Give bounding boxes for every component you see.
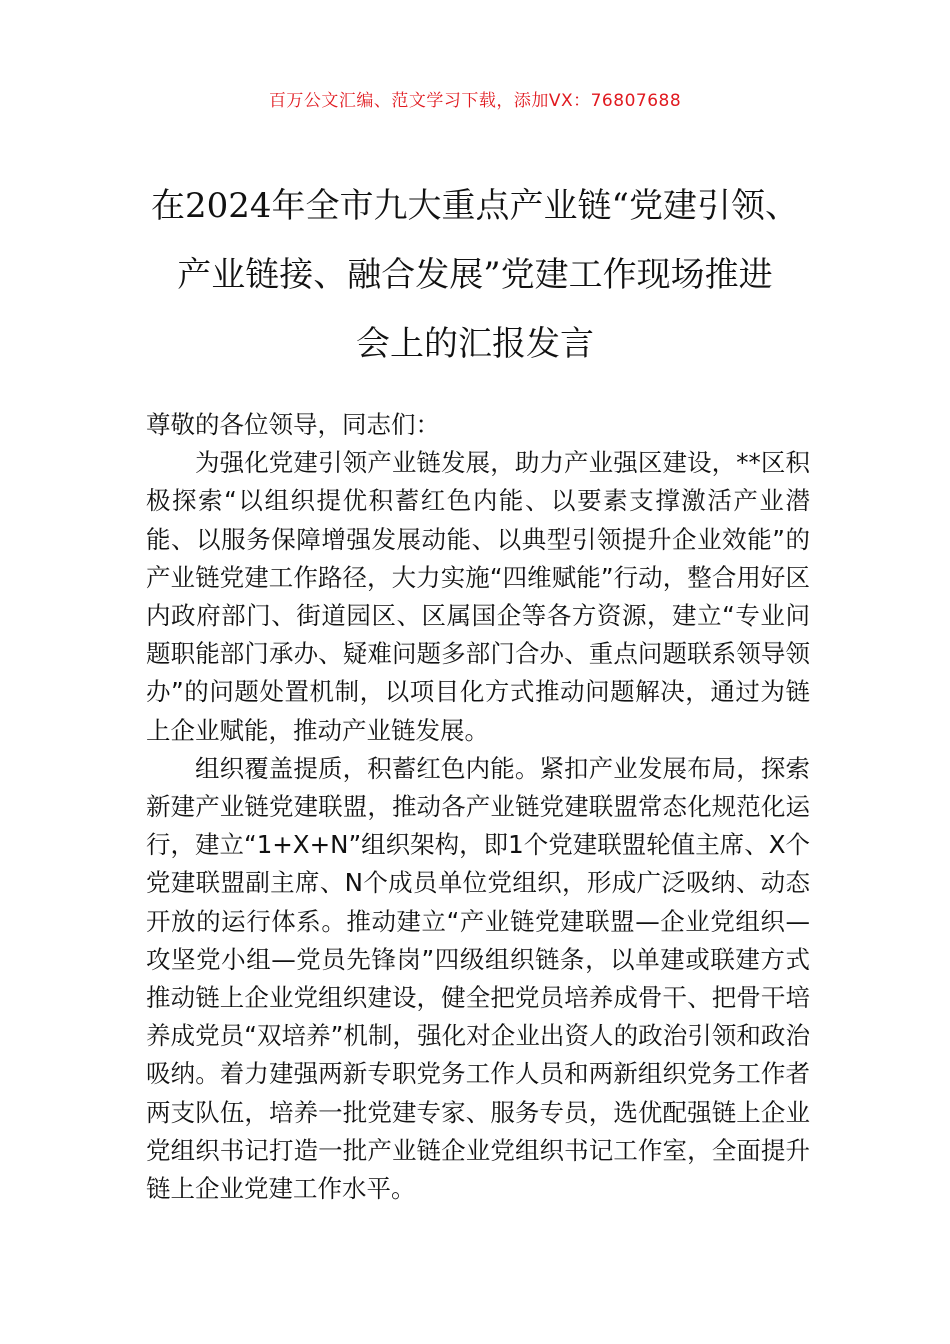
title-line-3: 会上的汇报发言 — [356, 324, 594, 364]
document-body — [146, 406, 810, 1208]
document-title — [120, 172, 830, 379]
paragraph-intro: 为强化党建引领产业链发展，助力产业强区建设，**区积极探索“以组织提优积蓄红色内能、以要素支撑激活产业潜能、以服务保障增强发展动能、以典型引领提升企业效能”的产业链党建工作路径，大力实施“四维赋能”行动，整合用好区内政府部门、街道园区、区属国企等各方资源，建立“专业问题职能部门承办、疑难问题多部门合办、重点问题联系领导领办”的问题处置机制，以项目化方式推动问题解决，通过为链上企业赋能，推动产业链发展。 — [146, 448, 810, 745]
header-watermark-note: 百万公文汇编、范文学习下载，添加VX：76807688 — [268, 91, 682, 111]
title-line-1: 在2024年全市九大重点产业链“党建引领、 — [151, 186, 799, 226]
salutation: 尊敬的各位领导，同志们： — [146, 410, 440, 439]
title-line-2: 产业链接、融合发展”党建工作现场推进 — [177, 255, 773, 295]
paragraph-organization: 组织覆盖提质，积蓄红色内能。紧扣产业发展布局，探索新建产业链党建联盟，推动各产业链党建联盟常态化规范化运行，建立“1+X+N”组织架构，即1个党建联盟轮值主席、X个党建联盟副主席、N个成员单位党组织，形成广泛吸纳、动态开放的运行体系。推动建立“产业链党建联盟—企业党组织—攻坚党小组—党员先锋岗”四级组织链条，以单建或联建方式推动链上企业党组织建设，健全把党员培养成骨干、把骨干培养成党员“双培养”机制，强化对企业出资人的政治引领和政治吸纳。着力建强两新专职党务工作人员和两新组织党务工作者两支队伍，培养一批党建专家、服务专员，选优配强链上企业党组织书记打造一批产业链企业党组织书记工作室，全面提升链上企业党建工作水平。 — [146, 753, 811, 1204]
